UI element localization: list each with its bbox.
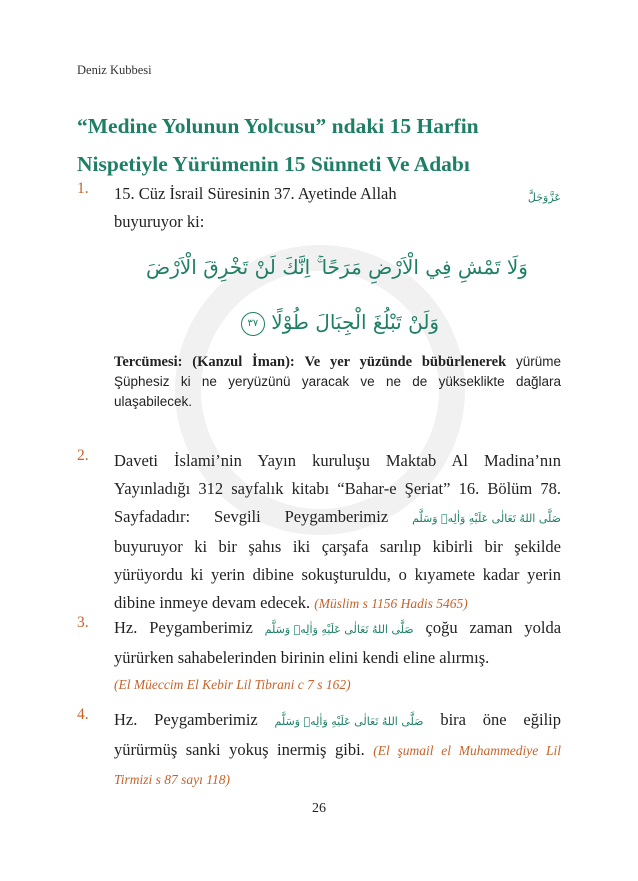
item-text [114,180,561,236]
translation-source: (Kanzul İman): [192,354,295,370]
item-number: 2. [77,447,89,464]
translation-label: Tercümesi: [114,354,183,370]
item-text [114,614,561,672]
item-text-lead: 15. Cüz İsrail Süresinin 37. Ayetinde Allah [114,184,397,203]
verse-translation [114,352,561,412]
item-text-lead: Hz. Peygamberimiz [114,618,253,637]
ayah-number-mark: ٣٧ [241,312,265,336]
item-text-tail: çoğu zaman yolda yürürken sahabelerinden birinin elini kendi eline alırmış. [114,618,562,667]
list-item [77,180,561,236]
item-text-tail: buyuruyor ki: [114,212,205,231]
translation-first: Ve yer yüzünde bübürlenerek [304,354,507,370]
arabic-salutation: صَلَّى اللهُ تَعَالٰى عَلَيْهِ وَاٰلِهٖ وَسَلَّم [274,715,424,728]
running-header: Deniz Kubbesi [77,63,152,77]
list-item [77,706,561,794]
item-text-tail: buyuruyor ki bir şahıs iki çarşafa sarılıp kibirli bir şekilde yürüyordu ki yerin dibine sokuşturuldu, o kıyamete kadar yerin dibine inmeye devam edecek. [114,537,561,612]
item-text-tail: bira öne eğilip yürürmüş sanki yokuş inermiş gibi. [114,710,561,759]
list-item [77,447,561,618]
arabic-honorific: عَزَّوَجَلَّ [527,191,561,204]
citation: (El şumail el Muhammediye Lil Tirmizi s 87 sayı 118) [114,743,561,787]
item-text [114,447,561,618]
item-text-lead: Hz. Peygamberimiz [114,710,258,729]
page-number: 26 [312,801,326,816]
item-number: 3. [77,614,89,631]
arabic-salutation: صَلَّى اللهُ تَعَالٰى عَلَيْهِ وَاٰلِهٖ وَسَلَّم [412,512,562,525]
verse-text: وَلَنْ تَبْلُغَ الْجِبَالَ طُوْلًا [271,310,440,334]
citation: (Müslim s 1156 Hadis 5465) [314,596,468,611]
citation-line [114,672,561,698]
list-item [77,614,561,698]
arabic-salutation: صَلَّى اللهُ تَعَالٰى عَلَيْهِ وَاٰلِهٖ وَسَلَّم [264,623,414,636]
item-text-lead: Daveti İslami’nin Yayın kuruluşu Maktab Al Madina’nın Yayınladığı 312 sayfalık kitabı “Bahar-e Şeriat” 16. Bölüm 78. Sayfadadır: Sevgili Peygamberimiz [114,451,561,526]
quran-verse-line-2 [113,310,561,336]
section-title: “Medine Yolunun Yolcusu” ndaki 15 Harfin Nispetiyle Yürümenin 15 Sünneti Ve Adabı [77,114,479,176]
citation: (El Müeccim El Kebir Lil Tibrani c 7 s 162) [114,677,351,692]
quran-verse-line-1: وَلَا تَمْشِ فِي الْاَرْضِ مَرَحًا ۚ اِنَّكَ لَنْ تَخْرِقَ الْاَرْضَ [146,255,528,279]
item-number: 4. [77,706,89,723]
item-text [114,706,561,794]
item-number: 1. [77,180,89,197]
translation-rest: yürüme Şüphesiz ki ne yeryüzünü yaracak ve ne de yükseklikte dağlara ulaşabilecek. [114,354,562,409]
